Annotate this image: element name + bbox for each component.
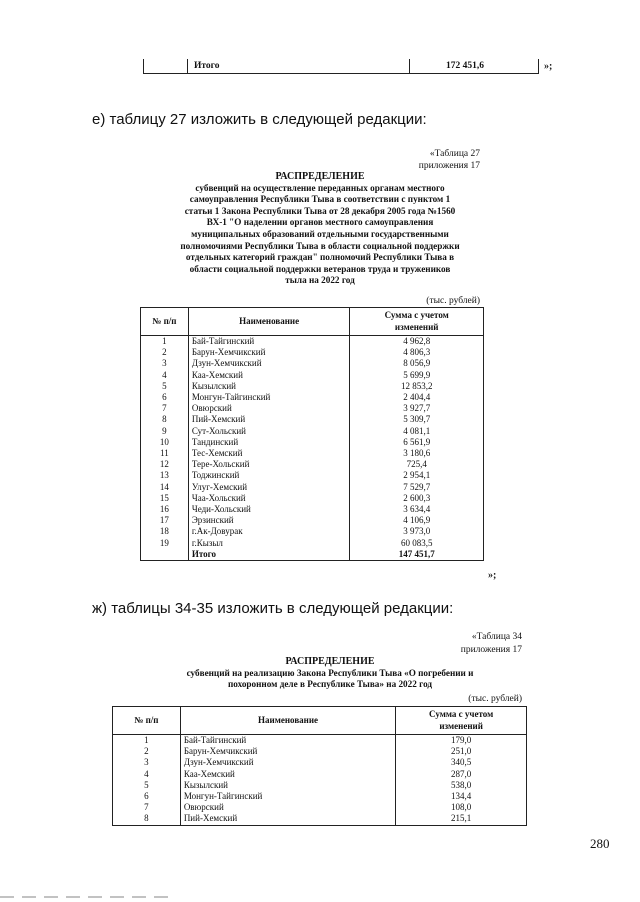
table-row bbox=[141, 504, 484, 515]
row-name: Пий-Хемский bbox=[188, 414, 350, 425]
table-row bbox=[141, 392, 484, 403]
row-sum: 251,0 bbox=[396, 746, 527, 757]
row-number: 4 bbox=[113, 769, 181, 780]
top-total-divider-2 bbox=[409, 59, 410, 73]
top-total-sum: 172 451,6 bbox=[446, 61, 484, 71]
t27-col-name: Наименование bbox=[188, 308, 350, 336]
row-number: 12 bbox=[141, 459, 189, 470]
row-name: Тере-Хольский bbox=[188, 459, 350, 470]
table-row bbox=[141, 336, 484, 348]
row-sum: 60 083,5 bbox=[350, 538, 484, 549]
top-total-row bbox=[143, 59, 539, 74]
row-number: 3 bbox=[113, 757, 181, 768]
row-sum: 12 853,2 bbox=[350, 381, 484, 392]
row-sum: 8 056,9 bbox=[350, 358, 484, 369]
t34-col-sum-line1: Сумма с учетом bbox=[429, 709, 494, 720]
row-number: 5 bbox=[113, 780, 181, 791]
row-sum: 3 180,6 bbox=[350, 448, 484, 459]
row-sum: 179,0 bbox=[396, 735, 527, 747]
row-name: Бай-Тайгинский bbox=[188, 336, 350, 348]
row-name: Бай-Тайгинский bbox=[180, 735, 395, 747]
row-name: Тандинский bbox=[188, 437, 350, 448]
table-row bbox=[113, 802, 527, 813]
row-name: Чеди-Хольский bbox=[188, 504, 350, 515]
row-sum: 4 081,1 bbox=[350, 426, 484, 437]
row-sum: 108,0 bbox=[396, 802, 527, 813]
row-name: Кызылский bbox=[180, 780, 395, 791]
t27-total-suffix: »; bbox=[488, 570, 497, 581]
t27-subtitle-1: субвенций на осуществление переданных органам местного bbox=[195, 182, 445, 193]
row-sum: 3 973,0 bbox=[350, 526, 484, 537]
row-name: Пий-Хемский bbox=[180, 813, 395, 825]
top-total-divider-1 bbox=[187, 59, 188, 73]
table-row bbox=[141, 538, 484, 549]
table-row bbox=[141, 358, 484, 369]
t27-col-sum-line2: изменений bbox=[394, 321, 439, 332]
row-sum: 2 404,4 bbox=[350, 392, 484, 403]
row-name: Дзун-Хемчикский bbox=[188, 358, 350, 369]
table-row bbox=[141, 493, 484, 504]
table-row bbox=[113, 813, 527, 825]
t27-col-sum bbox=[350, 308, 484, 336]
row-number: 18 bbox=[141, 526, 189, 537]
table-row bbox=[141, 515, 484, 526]
table-row bbox=[113, 780, 527, 791]
row-name: Сут-Хольский bbox=[188, 426, 350, 437]
row-name: Эрзинский bbox=[188, 515, 350, 526]
row-sum: 3 634,4 bbox=[350, 504, 484, 515]
row-sum: 7 529,7 bbox=[350, 482, 484, 493]
t34-units: (тыс. рублей) bbox=[468, 694, 522, 704]
row-name: Монгун-Тайгинский bbox=[188, 392, 350, 403]
t27-caption-line1: «Таблица 27 bbox=[429, 149, 480, 159]
total-label: Итого bbox=[188, 549, 350, 561]
t34-subtitle-2: похоронном деле в Республике Тыва» на 2022 год bbox=[227, 679, 433, 690]
row-sum: 538,0 bbox=[396, 780, 527, 791]
t27-subtitle-8: области социальной поддержки ветеранов труда и тружеников bbox=[189, 263, 451, 274]
t34-subtitle-1: субвенций на реализацию Закона Республики Тыва «О погребении и bbox=[186, 667, 474, 678]
top-total-label: Итого bbox=[194, 61, 220, 71]
t27-units: (тыс. рублей) bbox=[426, 296, 480, 306]
scan-artifact-line bbox=[0, 896, 170, 898]
row-number: 4 bbox=[141, 370, 189, 381]
table-row bbox=[141, 381, 484, 392]
row-name: Тес-Хемский bbox=[188, 448, 350, 459]
row-number: 15 bbox=[141, 493, 189, 504]
row-name: Барун-Хемчикский bbox=[180, 746, 395, 757]
t27-subtitle-6: полномочиями Республики Тыва в области социальной поддержки bbox=[180, 240, 460, 251]
t27-title: РАСПРЕДЕЛЕНИЕ bbox=[275, 171, 365, 182]
table-row bbox=[113, 769, 527, 780]
row-name: г.Кызыл bbox=[188, 538, 350, 549]
t34-title: РАСПРЕДЕЛЕНИЕ bbox=[285, 656, 375, 667]
t27-heading bbox=[130, 171, 510, 287]
row-number: 19 bbox=[141, 538, 189, 549]
table-row bbox=[113, 791, 527, 802]
table-row bbox=[113, 746, 527, 757]
row-number: 6 bbox=[113, 791, 181, 802]
t34-heading bbox=[140, 656, 520, 691]
page-number: 280 bbox=[590, 836, 610, 851]
t27-col-sum-line1: Сумма с учетом bbox=[384, 310, 449, 321]
row-name: г.Ак-Довурак bbox=[188, 526, 350, 537]
row-number: 17 bbox=[141, 515, 189, 526]
row-number: 8 bbox=[113, 813, 181, 825]
row-sum: 5 699,9 bbox=[350, 370, 484, 381]
paragraph-e: е) таблицу 27 изложить в следующей редакции: bbox=[92, 111, 427, 128]
table-row bbox=[141, 459, 484, 470]
row-name: Улуг-Хемский bbox=[188, 482, 350, 493]
table-row bbox=[141, 370, 484, 381]
table-row bbox=[141, 414, 484, 425]
row-sum: 2 954,1 bbox=[350, 470, 484, 481]
total-row bbox=[141, 549, 484, 561]
row-number: 11 bbox=[141, 448, 189, 459]
t27-subtitle-4: ВХ-1 "О наделении органов местного самоуправления bbox=[206, 217, 434, 228]
row-number: 8 bbox=[141, 414, 189, 425]
row-name: Монгун-Тайгинский bbox=[180, 791, 395, 802]
row-number: 7 bbox=[141, 403, 189, 414]
table-row bbox=[141, 403, 484, 414]
table-row bbox=[113, 757, 527, 768]
row-number: 14 bbox=[141, 482, 189, 493]
t27-subtitle-7: отдельных категорий граждан" полномочий Республики Тыва в bbox=[185, 252, 455, 263]
t27-subtitle-3: статьи 1 Закона Республики Тыва от 28 декабря 2005 года №1560 bbox=[184, 205, 456, 216]
table-row bbox=[141, 426, 484, 437]
row-number: 1 bbox=[141, 336, 189, 348]
row-number: 3 bbox=[141, 358, 189, 369]
row-name: Барун-Хемчикский bbox=[188, 347, 350, 358]
table-row bbox=[141, 482, 484, 493]
table-row bbox=[141, 448, 484, 459]
row-name: Тоджинский bbox=[188, 470, 350, 481]
table-row bbox=[141, 470, 484, 481]
row-sum: 215,1 bbox=[396, 813, 527, 825]
row-number: 5 bbox=[141, 381, 189, 392]
table-row bbox=[141, 437, 484, 448]
t34-caption-line2: приложения 17 bbox=[460, 645, 522, 655]
row-sum: 4 962,8 bbox=[350, 336, 484, 348]
table-row bbox=[141, 347, 484, 358]
t27-table bbox=[140, 307, 484, 561]
row-sum: 4 106,9 bbox=[350, 515, 484, 526]
row-sum: 287,0 bbox=[396, 769, 527, 780]
t27-caption-line2: приложения 17 bbox=[418, 161, 480, 171]
row-number: 2 bbox=[141, 347, 189, 358]
t34-caption-line1: «Таблица 34 bbox=[471, 632, 522, 642]
row-number: 6 bbox=[141, 392, 189, 403]
row-name: Кызылский bbox=[188, 381, 350, 392]
row-number: 7 bbox=[113, 802, 181, 813]
t34-col-name: Наименование bbox=[180, 707, 395, 735]
top-total-divider-3 bbox=[538, 59, 539, 73]
row-number: 2 bbox=[113, 746, 181, 757]
row-name: Овюрский bbox=[180, 802, 395, 813]
top-total-suffix: »; bbox=[544, 61, 553, 72]
row-sum: 3 927,7 bbox=[350, 403, 484, 414]
table-row bbox=[141, 526, 484, 537]
table-row bbox=[113, 735, 527, 747]
row-name: Чаа-Хольский bbox=[188, 493, 350, 504]
t34-col-num: № п/п bbox=[113, 707, 181, 735]
row-sum: 340,5 bbox=[396, 757, 527, 768]
t27-subtitle-2: самоуправления Республики Тыва в соответствии с пунктом 1 bbox=[189, 194, 451, 205]
t27-subtitle-5: муниципальных образований отдельными государственными bbox=[191, 228, 449, 239]
t34-col-sum-line2: изменений bbox=[439, 720, 483, 731]
row-number: 9 bbox=[141, 426, 189, 437]
row-sum: 2 600,3 bbox=[350, 493, 484, 504]
t34-col-sum bbox=[396, 707, 527, 735]
row-name: Овюрский bbox=[188, 403, 350, 414]
t27-col-num: № п/п bbox=[141, 308, 189, 336]
row-number: 10 bbox=[141, 437, 189, 448]
row-sum: 6 561,9 bbox=[350, 437, 484, 448]
t34-table bbox=[112, 706, 527, 826]
row-number: 16 bbox=[141, 504, 189, 515]
row-name: Каа-Хемский bbox=[188, 370, 350, 381]
row-name: Дзун-Хемчикский bbox=[180, 757, 395, 768]
row-sum: 725,4 bbox=[350, 459, 484, 470]
total-empty-cell bbox=[141, 549, 189, 561]
row-sum: 134,4 bbox=[396, 791, 527, 802]
total-sum: 147 451,7 bbox=[350, 549, 484, 561]
paragraph-zh: ж) таблицы 34-35 изложить в следующей редакции: bbox=[92, 600, 454, 617]
row-sum: 4 806,3 bbox=[350, 347, 484, 358]
t27-subtitle-9: тыла на 2022 год bbox=[285, 275, 355, 286]
row-number: 1 bbox=[113, 735, 181, 747]
row-number: 13 bbox=[141, 470, 189, 481]
row-sum: 5 309,7 bbox=[350, 414, 484, 425]
row-name: Каа-Хемский bbox=[180, 769, 395, 780]
